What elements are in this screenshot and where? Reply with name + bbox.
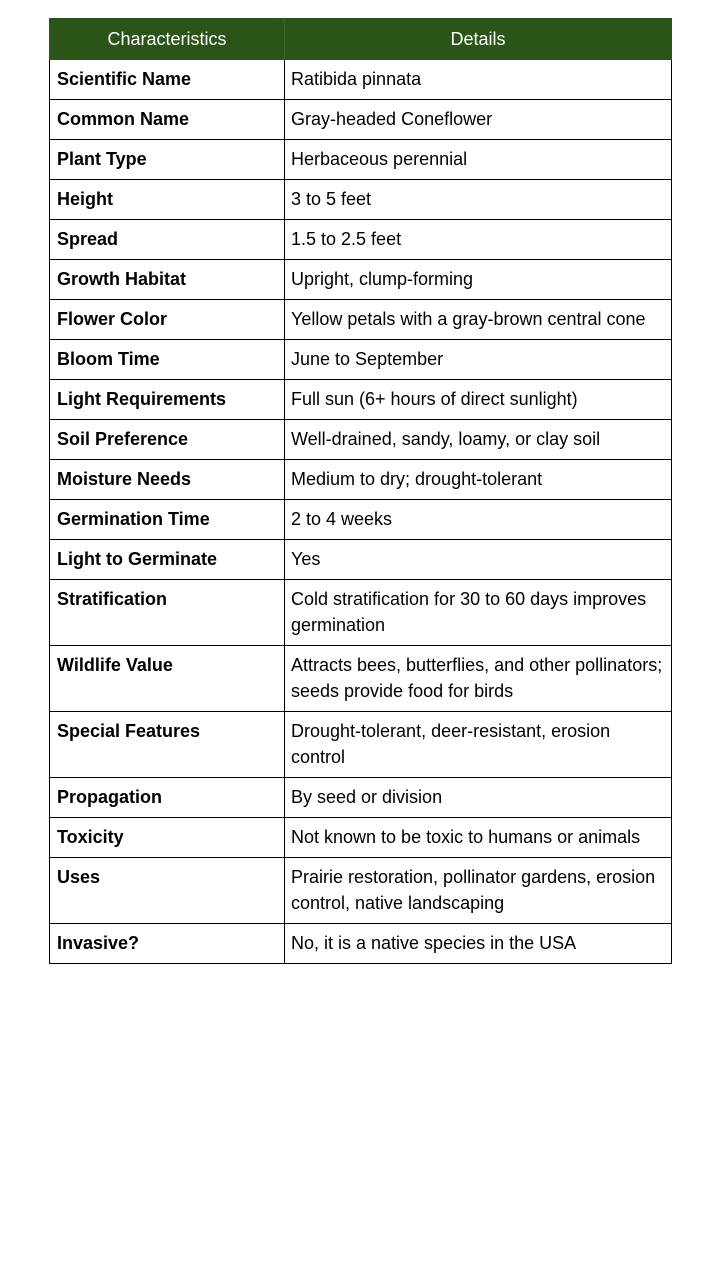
table-row [50,340,672,380]
table-row [50,646,672,712]
table-row [50,300,672,340]
characteristic-detail: Drought-tolerant, deer-resistant, erosion control [285,712,672,778]
characteristic-detail: Herbaceous perennial [285,140,672,180]
characteristics-table [49,18,672,964]
table-row [50,924,672,964]
characteristic-name: Common Name [50,100,285,140]
characteristic-detail: 1.5 to 2.5 feet [285,220,672,260]
header-details: Details [285,19,672,60]
characteristic-name: Germination Time [50,500,285,540]
table-row [50,580,672,646]
table-row [50,712,672,778]
table-row [50,180,672,220]
characteristic-detail: Attracts bees, butterflies, and other pollinators; seeds provide food for birds [285,646,672,712]
characteristic-detail: Upright, clump-forming [285,260,672,300]
characteristic-name: Bloom Time [50,340,285,380]
table-row [50,100,672,140]
characteristic-detail: Cold stratification for 30 to 60 days improves germination [285,580,672,646]
characteristic-detail: Ratibida pinnata [285,60,672,100]
characteristic-detail: Prairie restoration, pollinator gardens, erosion control, native landscaping [285,858,672,924]
table-row [50,500,672,540]
characteristic-name: Moisture Needs [50,460,285,500]
table-row [50,460,672,500]
characteristic-detail: Full sun (6+ hours of direct sunlight) [285,380,672,420]
characteristic-name: Height [50,180,285,220]
characteristic-detail: Yes [285,540,672,580]
table-row [50,818,672,858]
characteristic-name: Scientific Name [50,60,285,100]
table-body [50,60,672,964]
characteristic-name: Plant Type [50,140,285,180]
characteristic-detail: 3 to 5 feet [285,180,672,220]
characteristic-detail: 2 to 4 weeks [285,500,672,540]
header-characteristics: Characteristics [50,19,285,60]
characteristic-name: Growth Habitat [50,260,285,300]
characteristic-detail: Medium to dry; drought-tolerant [285,460,672,500]
table-row [50,140,672,180]
characteristic-detail: Not known to be toxic to humans or animals [285,818,672,858]
table-row [50,420,672,460]
table-header-row [50,19,672,60]
characteristic-detail: June to September [285,340,672,380]
table-row [50,220,672,260]
characteristic-detail: Yellow petals with a gray-brown central cone [285,300,672,340]
characteristic-detail: Well-drained, sandy, loamy, or clay soil [285,420,672,460]
table-row [50,540,672,580]
characteristic-detail: Gray-headed Coneflower [285,100,672,140]
characteristic-detail: By seed or division [285,778,672,818]
characteristic-name: Propagation [50,778,285,818]
characteristic-name: Light to Germinate [50,540,285,580]
table-row [50,858,672,924]
table-row [50,260,672,300]
characteristic-name: Soil Preference [50,420,285,460]
characteristic-name: Light Requirements [50,380,285,420]
characteristics-table-container [49,18,671,964]
characteristic-detail: No, it is a native species in the USA [285,924,672,964]
characteristic-name: Spread [50,220,285,260]
characteristic-name: Special Features [50,712,285,778]
characteristic-name: Invasive? [50,924,285,964]
table-row [50,778,672,818]
table-row [50,60,672,100]
characteristic-name: Stratification [50,580,285,646]
table-row [50,380,672,420]
characteristic-name: Wildlife Value [50,646,285,712]
characteristic-name: Toxicity [50,818,285,858]
characteristic-name: Flower Color [50,300,285,340]
characteristic-name: Uses [50,858,285,924]
